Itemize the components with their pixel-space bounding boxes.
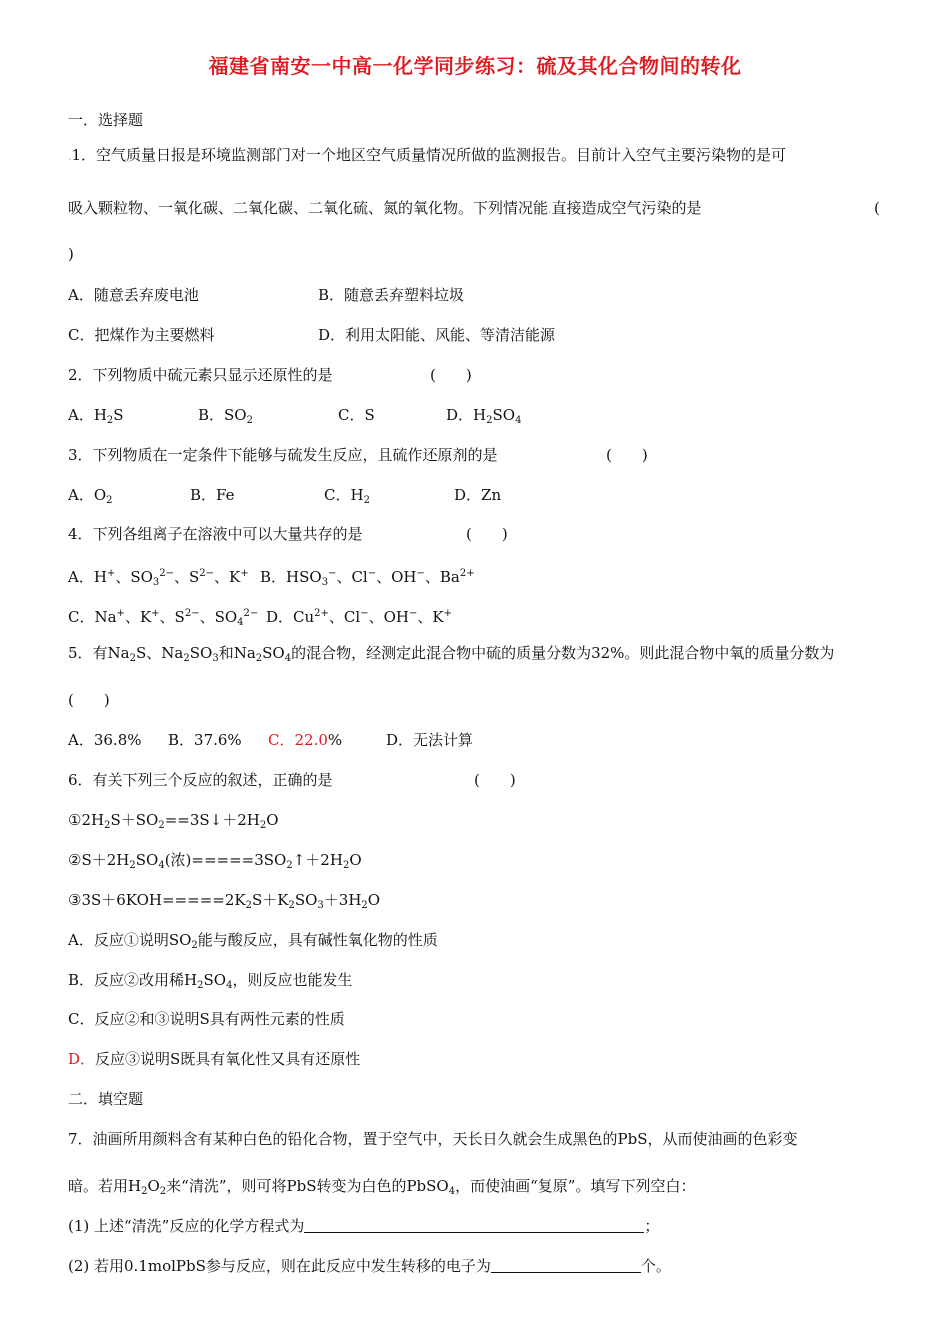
q7-part1: (1) 上述“清洗”反应的化学方程式为 ； bbox=[68, 1217, 660, 1235]
q5-option-a: A．36.8% bbox=[68, 731, 142, 749]
q3-stem: 3．下列物质在一定条件下能够与硫发生反应，且硫作还原剂的是 ( ) bbox=[68, 446, 648, 464]
page-title: 福建省南安一中高一化学同步练习：硫及其化合物间的转化 bbox=[208, 54, 742, 78]
q6-reaction-2: $②S+2H_2SO_4$(浓)$=====3SO_2↑+2H_2O$ bbox=[68, 851, 362, 871]
q1-options-row1 bbox=[68, 285, 464, 305]
q4-option-a: A．H+、$SO_3^{2-}$、$S^{2-}$、K+ bbox=[68, 568, 249, 588]
annotation-mark: . bbox=[548, 203, 552, 216]
q2-options bbox=[68, 405, 521, 431]
section-fill-heading: 二．填空题 bbox=[68, 1090, 144, 1108]
q2-option-d: D．$H_2SO_4$ bbox=[446, 406, 522, 426]
q1-option-a: A．随意丢弃废电池 bbox=[68, 286, 199, 304]
q6-option-b: B．反应②改用稀$H_2SO_4$，则反应也能发生 bbox=[68, 971, 353, 991]
q1-answer-paren-open: ( bbox=[874, 199, 880, 217]
q6-option-a: A．反应①说明$SO_2$能与酸反应，具有碱性氧化物的性质 bbox=[68, 931, 438, 951]
q7-line2: 暗。若用$H_2O_2$来“清洗”，则可将PbS转变为白色的PbSO$_4$，而使油画“复原”。填写下列空白： bbox=[68, 1177, 696, 1197]
q5-answer-paren: ( ) bbox=[68, 691, 110, 709]
q6-option-d: D．反应③说明S既具有氧化性又具有还原性 bbox=[68, 1050, 361, 1068]
q6-stem: 6．有关下列三个反应的叙述，正确的是 ( ) bbox=[68, 771, 516, 789]
q1-line2: 吸入颗粒物、一氧化碳、二氧化碳、二氧化硫、氮的氧化物。下列情况能.直接造成空气污染的是 bbox=[68, 199, 702, 217]
section-choice-heading: 一．选择题 bbox=[68, 111, 144, 129]
q5-option-d: D．无法计算 bbox=[386, 731, 474, 749]
q1-option-d: D．利用太阳能、风能、等清洁能源 bbox=[318, 326, 556, 344]
q4-options-row2 bbox=[68, 604, 452, 633]
q3-option-d: D．Zn bbox=[454, 486, 502, 504]
q4-option-d: D．$Cu^{2+}$、Cl−、OH−、K+ bbox=[266, 608, 452, 626]
q1-line1: .1．空气质量日报是环境监测部门对一个地区空气质量情况所做的监测报告。目前计入空气主要污染物的是可 bbox=[68, 146, 787, 164]
q5-options bbox=[68, 730, 473, 750]
q4-stem: 4．下列各组离子在溶液中可以大量共存的是 ( ) bbox=[68, 525, 508, 543]
q6-reaction-1: $①2H_2S+SO_2==3S↓+2H_2O$ bbox=[68, 811, 279, 831]
q3-option-c: C．$H_2$ bbox=[324, 486, 370, 506]
q2-option-b: B．$SO_2$ bbox=[198, 406, 253, 426]
q1-options-row2 bbox=[68, 325, 555, 345]
q2-option-c: C．S bbox=[338, 406, 375, 424]
q3-options bbox=[68, 485, 501, 511]
q1-option-b: B．随意丢弃塑料垃圾 bbox=[318, 286, 465, 304]
q4-options-row1 bbox=[68, 564, 475, 593]
q5-option-b: B．37.6% bbox=[168, 731, 242, 749]
q1-option-c: C．把煤作为主要燃料 bbox=[68, 326, 215, 344]
q4-option-c: C．Na+、K+、$S^{2-}$、$SO_4^{2-}$ bbox=[68, 608, 259, 628]
annotation-mark: . bbox=[68, 150, 72, 163]
q2-option-a: A．$H_2S$ bbox=[68, 406, 124, 426]
q6-reaction-3: $③3S+6KOH=====2K_2S+K_2SO_3+3H_2O$ bbox=[68, 891, 381, 911]
q2-stem: 2．下列物质中硫元素只显示还原性的是 ( ) bbox=[68, 366, 472, 384]
q1-answer-paren-close: ) bbox=[68, 245, 74, 263]
q5-stem: 5．有$Na_2S$、$Na_2SO_3$和$Na_2SO_4$的混合物，经测定此混合物中硫的质量分数为32%。则此混合物中氧的质量分数为 bbox=[68, 644, 835, 664]
q7-answer-blank-1[interactable] bbox=[304, 1218, 644, 1233]
q3-option-b: B．Fe bbox=[190, 486, 235, 504]
q3-option-a: A．$O_2$ bbox=[68, 486, 113, 506]
q7-answer-blank-2[interactable] bbox=[491, 1258, 641, 1273]
q7-part2: (2) 若用0.1molPbS参与反应，则在此反应中发生转移的电子为 个。 bbox=[68, 1257, 671, 1275]
q5-option-c: C．22.0% bbox=[268, 731, 343, 749]
q4-option-b: B．$HSO_3^-$、Cl−、OH−、$Ba^{2+}$ bbox=[260, 568, 475, 588]
q7-line1: 7．油画所用颜料含有某种白色的铅化合物，置于空气中，天长日久就会生成黑色的PbS，从而使油画的色彩变 bbox=[68, 1130, 798, 1148]
q6-option-c: C．反应②和③说明S具有两性元素的性质 bbox=[68, 1010, 345, 1028]
